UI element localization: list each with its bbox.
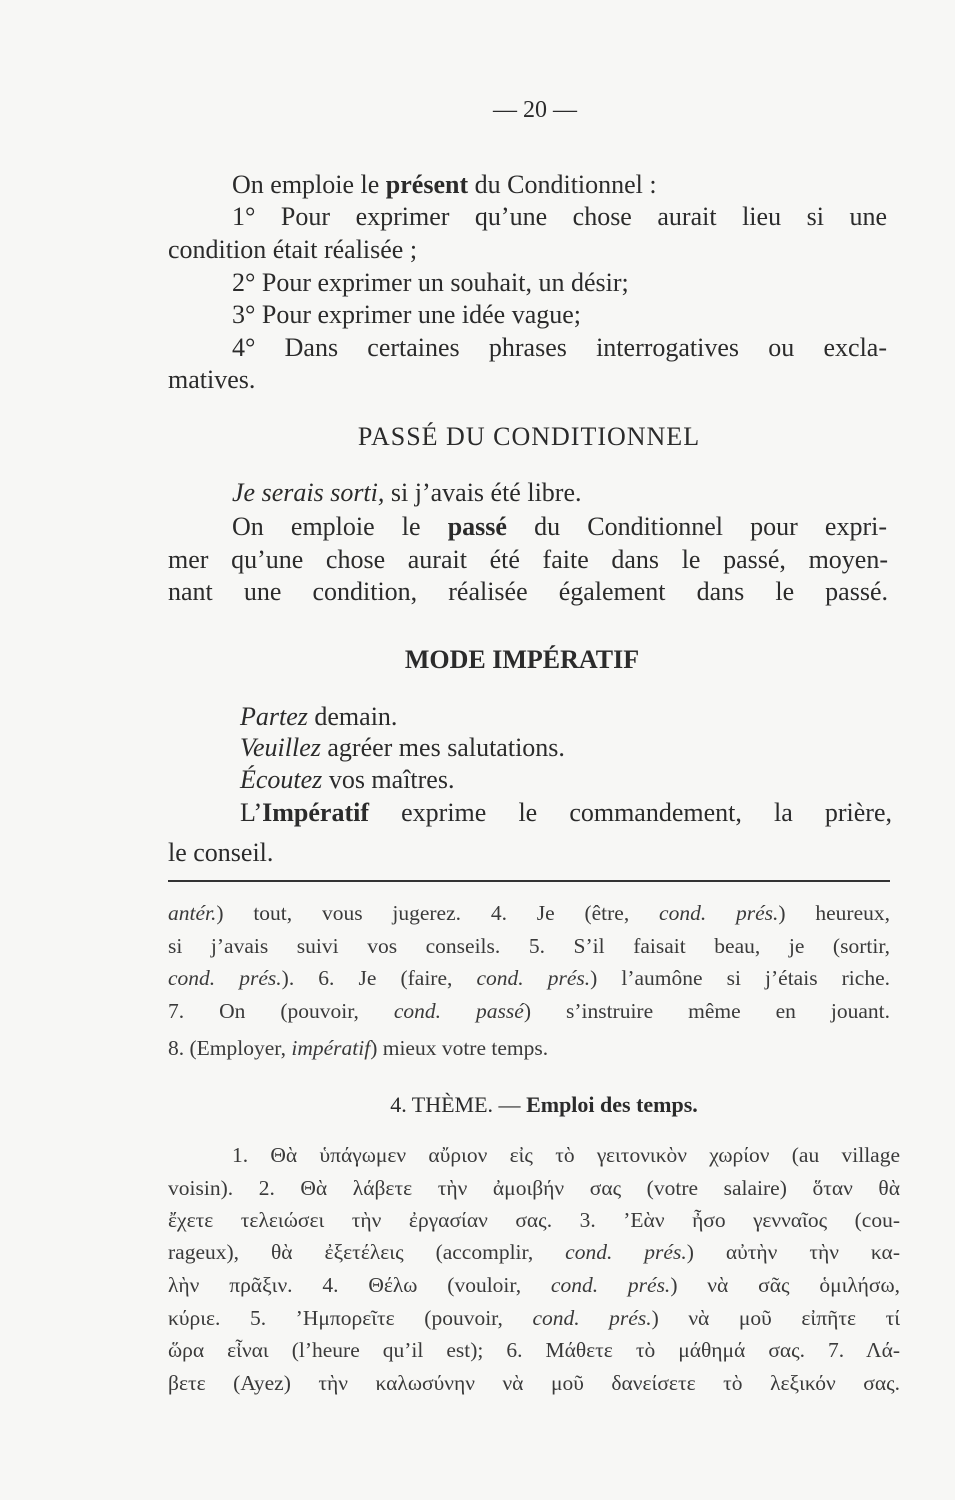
text-run: ) tout, vous jugerez. 4. Je (être, [216,901,660,925]
italic-text: Veuillez [240,733,321,762]
paragraph-line [240,800,892,826]
text-run: rageux), θὰ ἐξετέλεις (accomplir, [168,1240,566,1264]
text-run: 1° Pour exprimer qu’une chose aurait lieu si une [232,202,887,231]
text-run: ). 6. Je (faire, [281,966,477,990]
greek-line [168,1242,900,1264]
text-run: ) νὰ μοῦ εἰπῆτε τί [651,1306,900,1330]
italic-text: cond. prés. [659,901,779,925]
text-run: 1. Θὰ ὑπάγωμεν αὔριον εἰς τὸ γειτονικὸν χωρίον (au village [232,1143,900,1167]
italic-text: Partez [240,702,308,731]
exercise-line [168,936,890,958]
paragraph-line [232,270,832,296]
theme-heading [168,1094,920,1116]
text-run: On emploie le [232,170,386,199]
text-run: vos maîtres. [322,765,455,794]
text-run: du Conditionnel pour expri- [506,512,888,541]
text-run: ὥρα εἶναι (l’heure qu’il est); 6. Μάθετε τὸ μάθημά σας. 7. Λά- [168,1338,900,1362]
exercise-line [168,1038,768,1060]
text-run: condition était réalisée ; [168,235,418,264]
exercise-line [168,903,890,925]
page-number: — 20 — [493,97,577,123]
exercise-line [168,1001,890,1023]
paragraph-line [168,237,668,263]
text-run: 4° Dans certaines phrases interrogatives ou excla- [232,333,887,362]
text-run: βετε (Ayez) τὴν καλωσύνην νὰ μοῦ δανείσετε τὸ λεξικόν σας. [168,1371,900,1395]
paragraph-line [168,367,468,393]
text-run: ) s’instruire même en jouant. [523,999,890,1023]
example-line [240,735,840,761]
italic-text: cond. passé [393,999,524,1023]
bold-term: Emploi des temps. [526,1092,698,1117]
italic-text: Écoutez [240,765,323,794]
text-run: agréer mes salutations. [320,733,565,762]
paragraph-line [232,302,832,328]
text-run: 8. (Employer, [168,1036,292,1060]
paragraph-line [232,514,887,540]
text-run: 7. On (pouvoir, [168,999,394,1023]
paragraph-line [168,547,888,573]
text-run: ) heureux, [778,901,890,925]
bold-term: MODE IMPÉRATIF [404,645,640,674]
section-heading [168,647,876,673]
text-run: voisin). 2. Θὰ λάβετε τὴν ἀμοιβήν σας (votre salaire) ὅταν θὰ [168,1176,900,1200]
italic-text: impératif [291,1036,371,1060]
text-run: ) αὐτὴν τὴν κα- [686,1240,900,1264]
text-run: ) mieux votre temps. [370,1036,549,1060]
bold-term: Impératif [262,798,370,827]
paragraph-line [168,579,888,605]
italic-text: antér. [168,901,217,925]
italic-text: cond. prés. [550,1273,671,1297]
greek-line [168,1178,900,1200]
section-divider [168,880,890,882]
text-run: ) l’aumône si j’étais riche. [590,966,890,990]
example-line [240,767,840,793]
greek-line [168,1373,900,1395]
text-run: si j’avais été libre. [384,478,582,507]
italic-text: cond. prés. [532,1306,652,1330]
text-run: L’ [240,798,263,827]
text-run: ) νὰ σᾶς ὁμιλήσω, [670,1273,900,1297]
text-run: ἔχετε τελειώσει τὴν ἐργασίαν σας. 3. ’Εὰν ἦσο γενναῖος (cou- [168,1208,900,1232]
greek-line [168,1210,900,1232]
paragraph-line [168,840,568,866]
italic-text: cond. prés. [168,966,282,990]
text-run: du Conditionnel : [468,170,657,199]
italic-text: cond. prés. [565,1240,687,1264]
example-line [232,480,832,506]
text-run: matives. [168,365,256,394]
bold-term: passé [447,512,507,541]
text-run: mer qu’une chose aurait été faite dans le passé, moyen- [168,545,888,574]
greek-line [168,1275,900,1297]
text-run: le conseil. [168,838,274,867]
example-line [240,704,840,730]
section-heading [168,424,890,450]
text-run: exprime le commandement, la prière, [369,798,892,827]
italic-text: Je serais sorti, [232,478,385,507]
paragraph-line [232,204,887,230]
text-run: 2° Pour exprimer un souhait, un désir; [232,268,629,297]
text-run: si j’avais suivi vos conseils. 5. S’il faisait beau, je (sortir, [168,934,890,958]
bold-term: présent [385,170,469,199]
text-run: On emploie le [232,512,448,541]
text-run: 3° Pour exprimer une idée vague; [232,300,582,329]
italic-text: cond. prés. [476,966,591,990]
greek-line [168,1308,900,1330]
exercise-line [168,968,890,990]
text-run: λὴν πρᾶξιν. 4. Θέλω (vouloir, [168,1273,551,1297]
greek-line [168,1340,900,1362]
text-run: demain. [307,702,398,731]
text-run: nant une condition, réalisée également dans le passé. [168,577,888,606]
greek-line [232,1145,900,1167]
text-run: 4. THÈME. — [390,1092,527,1117]
text-run: PASSÉ DU CONDITIONNEL [357,422,701,451]
paragraph-line [232,172,832,198]
paragraph-line [232,335,887,361]
text-run: κύριε. 5. ’Ημπορεῖτε (pouvoir, [168,1306,533,1330]
